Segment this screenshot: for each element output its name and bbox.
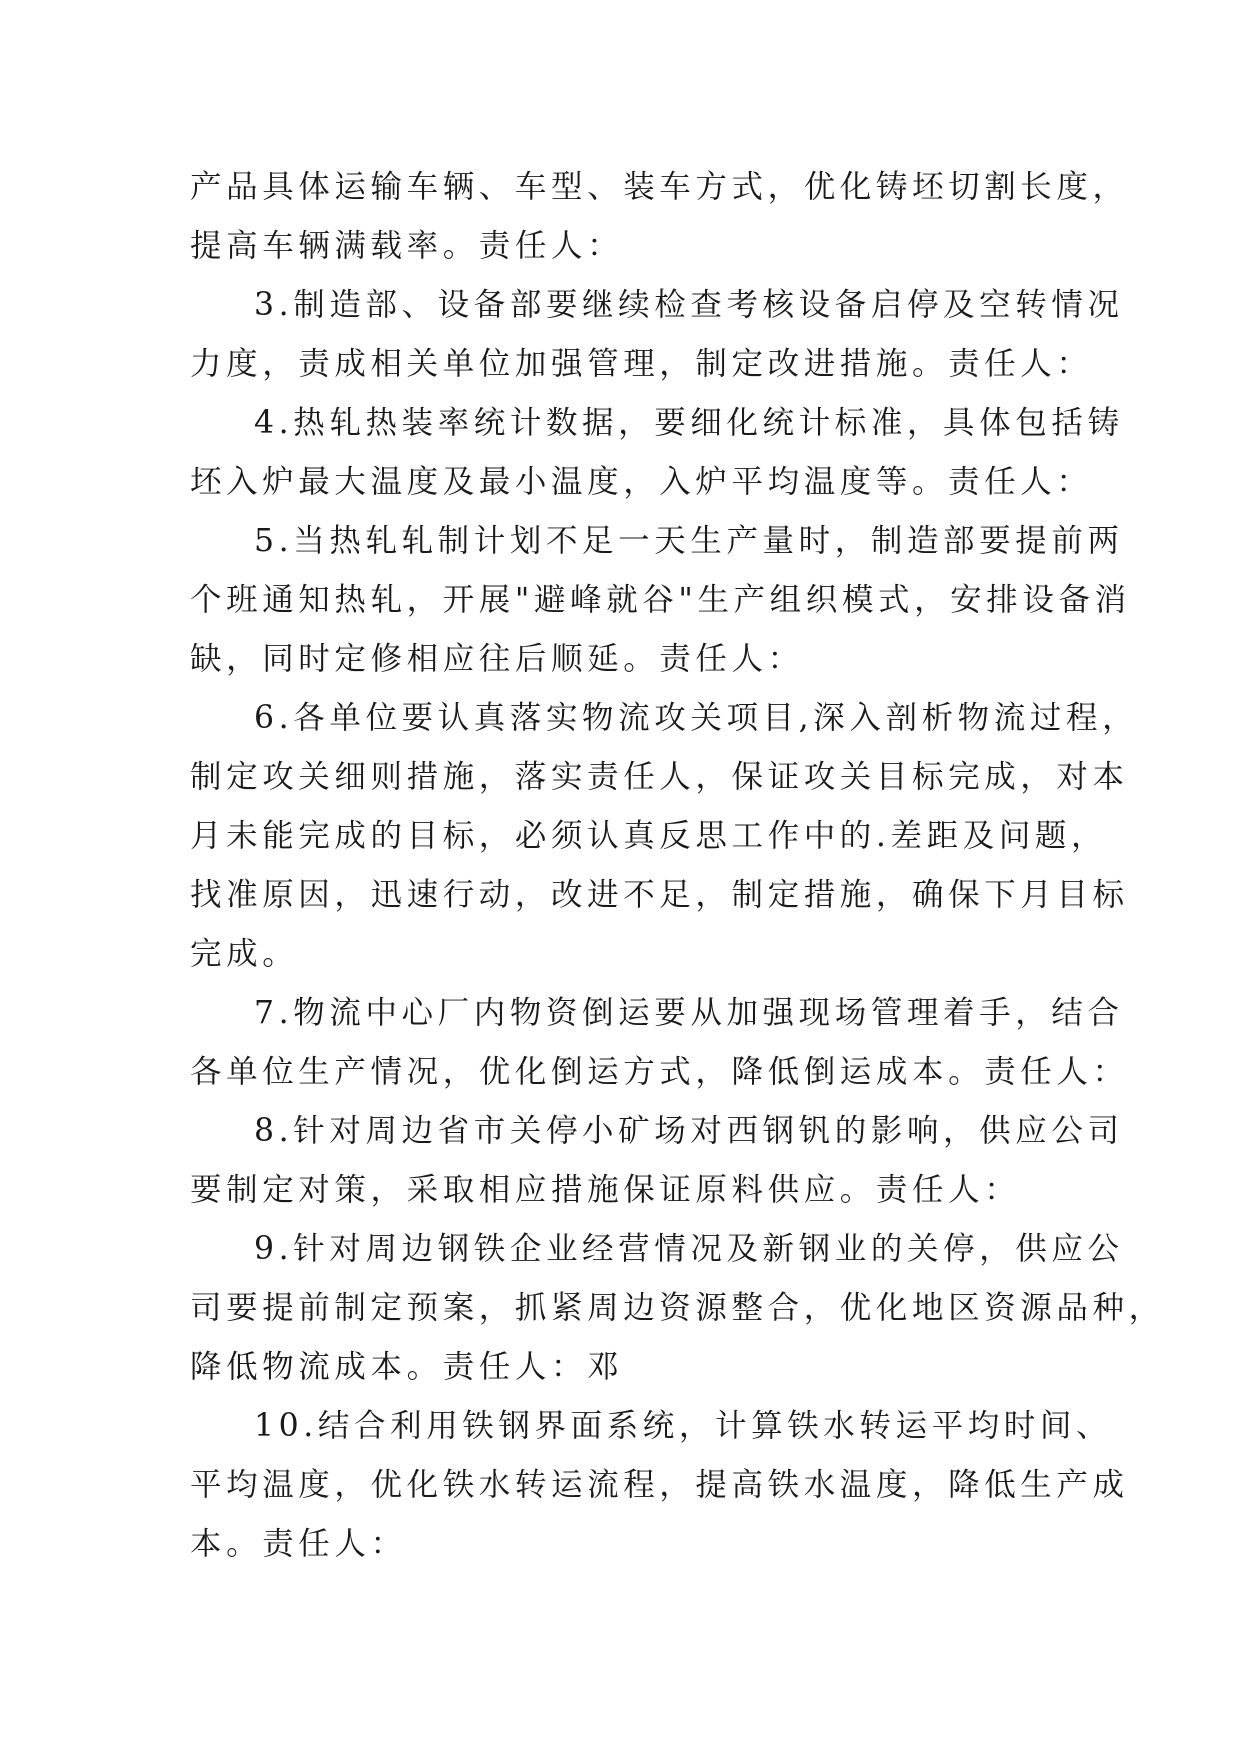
paragraph-first-line: 10.结合利用铁钢界面系统，计算铁水转运平均时间、 [254, 1408, 1113, 1444]
paragraph-first-line: 7.物流中心厂内物资倒运要从加强现场管理着手，结合 [254, 995, 1124, 1031]
paragraph-line: 力度，责成相关单位加强管理，制定改进措施。责任人： [190, 346, 1093, 382]
paragraph-line: 司要提前制定预案，抓紧周边资源整合，优化地区资源品种， [190, 1290, 1165, 1326]
paragraph-line: 各单位生产情况，优化倒运方式，降低倒运成本。责任人： [190, 1054, 1129, 1090]
paragraph-line: 降低物流成本。责任人：邓 [190, 1349, 624, 1385]
document-body [190, 158, 1165, 1574]
paragraph-line: 坯入炉最大温度及最小温度，入炉平均温度等。责任人： [190, 464, 1093, 500]
paragraph-line: 要制定对策，采取相应措施保证原料供应。责任人： [190, 1172, 1021, 1208]
paragraph-first-line: 6.各单位要认真落实物流攻关项目,深入剖析物流过程， [254, 700, 1139, 736]
paragraph-line: 平均温度，优化铁水转运流程，提高铁水温度，降低生产成 [190, 1467, 1129, 1503]
paragraph-first-line: 5.当热轧轧制计划不足一天生产量时，制造部要提前两 [254, 523, 1124, 559]
paragraph-line: 本。责任人： [190, 1526, 407, 1562]
paragraph-line: 月未能完成的目标，必须认真反思工作中的.差距及问题， [190, 818, 1108, 854]
paragraph-first-line: 8.针对周边省市关停小矿场对西钢钒的影响，供应公司 [254, 1113, 1124, 1149]
paragraph-line: 找准原因，迅速行动，改进不足，制定措施，确保下月目标 [190, 877, 1129, 913]
paragraph-line: 缺，同时定修相应往后顺延。责任人： [190, 641, 804, 677]
paragraph-first-line: 3.制造部、设备部要继续检查考核设备启停及空转情况 [254, 287, 1124, 323]
paragraph-line: 产品具体运输车辆、车型、装车方式，优化铸坯切割长度， [190, 169, 1129, 205]
paragraph-first-line: 9.针对周边钢铁企业经营情况及新钢业的关停，供应公 [254, 1231, 1124, 1267]
paragraph-line: 完成。 [190, 936, 299, 972]
paragraph-first-line: 4.热轧热装率统计数据，要细化统计标准，具体包括铸 [254, 405, 1124, 441]
paragraph-line: 提高车辆满载率。责任人： [190, 228, 624, 264]
paragraph-line: 制定攻关细则措施，落实责任人，保证攻关目标完成，对本 [190, 759, 1129, 795]
paragraph-line: 个班通知热轧，开展"避峰就谷"生产组织模式，安排设备消 [190, 582, 1131, 618]
